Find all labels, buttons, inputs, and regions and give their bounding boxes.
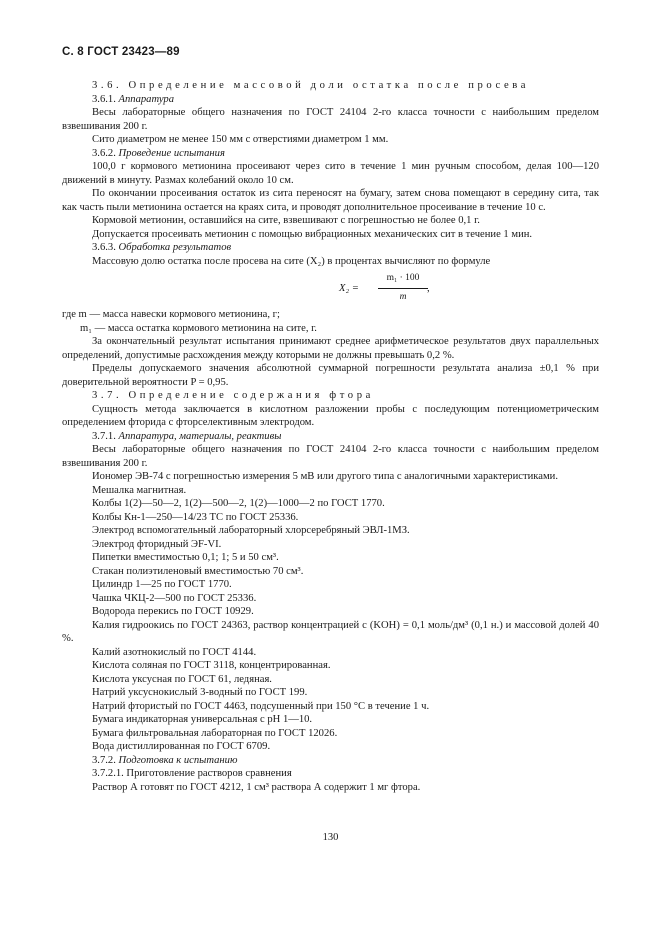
paragraph: Сито диаметром не менее 150 мм с отверстиями диаметром 1 мм.: [92, 134, 389, 145]
subsection-number: 3.6.3.: [92, 242, 116, 253]
subsection-3-7-2-1: 3.7.2.1. Приготовление растворов сравнения: [92, 768, 292, 779]
subsection-title: Аппаратура, материалы, реактивы: [118, 430, 282, 442]
paragraph: Иономер ЭВ-74 с погрешностью измерения 5 мВ или другого типа с аналогичными характеристиками.: [92, 471, 558, 482]
list-item: Бумага фильтровальная лабораторная по ГОСТ 12026.: [92, 727, 338, 739]
subsection-3-6-2: [62, 147, 599, 161]
list-item: Натрий уксуснокислый 3-водный по ГОСТ 199.: [92, 687, 308, 698]
page-header: С. 8 ГОСТ 23423—89: [62, 46, 180, 58]
formula-fraction: [378, 272, 428, 304]
subsection-3-6-3: [62, 241, 599, 255]
paragraph: По окончании просеивания остаток из сита переносят на бумагу, затем снова помещают в середину сита, так как часть пыли метионина остается на краях сита, и проводят дополнительное просеивание в течение 10 с.: [62, 188, 599, 213]
list-item: Мешалка магнитная.: [92, 484, 187, 496]
formula-denominator: m: [399, 291, 407, 302]
list-item: Бумага индикаторная универсальная с рН 1—10.: [92, 714, 313, 725]
list-item: Вода дистиллированная по ГОСТ 6709.: [92, 741, 271, 752]
subsection-number: 3.7.2.: [92, 754, 116, 766]
list-item: Водорода перекись по ГОСТ 10929.: [92, 606, 254, 617]
subsection-title: Аппаратура: [118, 93, 174, 105]
paragraph: Весы лабораторные общего назначения по ГОСТ 24104 2-го класса точности с наибольшим пределом взвешивания 200 г.: [62, 444, 599, 469]
subsection-number: 3.6.1.: [92, 93, 116, 105]
subsection-number: 3.7.1.: [92, 430, 116, 442]
subsection-3-7-2: [62, 754, 599, 768]
list-item: Чашка ЧКЦ-2—500 по ГОСТ 25336.: [92, 592, 257, 604]
subsection-title: Подготовка к испытанию: [118, 754, 238, 766]
paragraph: Весы лабораторные общего назначения по ГОСТ 24104 2-го класса точности с наибольшим пределом взвешивания 200 г.: [62, 107, 599, 132]
list-item: Кислота соляная по ГОСТ 3118, концентрированная.: [92, 660, 331, 671]
subsection-3-7-1: [62, 430, 599, 444]
subsection-3-6-1: [62, 93, 599, 107]
list-item: Кислота уксусная по ГОСТ 61, ледяная.: [92, 673, 272, 685]
paragraph: Кормовой метионин, оставшийся на сите, взвешивают с погрешностью не более 0,1 г.: [92, 215, 480, 226]
list-item: Калия гидроокись по ГОСТ 24363, раствор концентрацией c (KOH) = 0,1 моль/дм³ (0,1 н.) и массовой долей 40 %.: [62, 619, 599, 644]
formula-lhs: X₂ =: [339, 283, 359, 294]
section-heading-3-6: 3.6. Определение массовой доли остатка после просева: [92, 80, 530, 91]
subsection-title: Проведение испытания: [118, 147, 225, 159]
paragraph: Массовую долю остатка после просева на сите (X₂) в процентах вычисляют по формуле: [92, 255, 491, 267]
subsection-number: 3.6.2.: [92, 147, 116, 159]
list-item: Колбы Кн-1—250—14/23 ТС по ГОСТ 25336.: [92, 511, 299, 523]
list-item: Натрий фтористый по ГОСТ 4463, подсушенный при 150 °С в течение 1 ч.: [92, 700, 430, 712]
paragraph: Раствор А готовят по ГОСТ 4212, 1 см³ раствора А содержит 1 мг фтора.: [92, 781, 421, 793]
paragraph: Пределы допускаемого значения абсолютной суммарной погрешности результата анализа ±0,1 % при доверительной вероятности P = 0,95.: [62, 363, 599, 388]
list-item: Колбы 1(2)—50—2, 1(2)—500—2, 1(2)—1000—2 по ГОСТ 1770.: [92, 498, 385, 509]
formula-end: ,: [427, 283, 430, 294]
list-item: Калий азотнокислый по ГОСТ 4144.: [92, 646, 257, 658]
formula-numerator: m₁ · 100: [378, 272, 428, 289]
list-item: Цилиндр 1—25 по ГОСТ 1770.: [92, 579, 232, 590]
paragraph: За окончательный результат испытания принимают среднее арифметическое результатов двух параллельных определений, допустимые расхождения между которыми не должны превышать 0,2 %.: [62, 336, 599, 361]
variable-definition: где m — масса навески кормового метионина, г;: [62, 309, 280, 320]
document-body: [62, 79, 599, 794]
formula: [62, 268, 599, 308]
paragraph: Сущность метода заключается в кислотном разложении пробы с последующим потенциометрическим определением фторида с фторселективным электродом.: [62, 403, 599, 428]
paragraph: 100,0 г кормового метионина просеивают через сито в течение 1 мин ручным способом, делая 100—120 движений в минуту. Размах колебаний около 10 см.: [62, 161, 599, 186]
list-item: Пипетки вместимостью 0,1; 1; 5 и 50 см³.: [92, 552, 279, 563]
page-number: 130: [322, 832, 339, 843]
variable-definition: m₁ — масса остатка кормового метионина на сите, г.: [80, 322, 317, 334]
list-item: Электрод вспомогательный лабораторный хлорсеребряный ЭВЛ-1МЗ.: [92, 525, 410, 536]
section-heading-3-7: 3.7. Определение содержания фтора: [92, 390, 374, 401]
paragraph: Допускается просеивать метионин с помощью вибрационных механических сит в течение 1 мин.: [92, 228, 533, 240]
list-item: Электрод фторидный ЭF-VI.: [92, 538, 222, 550]
subsection-title: Обработка результатов: [118, 242, 232, 253]
list-item: Стакан полиэтиленовый вместимостью 70 см³.: [92, 565, 304, 577]
